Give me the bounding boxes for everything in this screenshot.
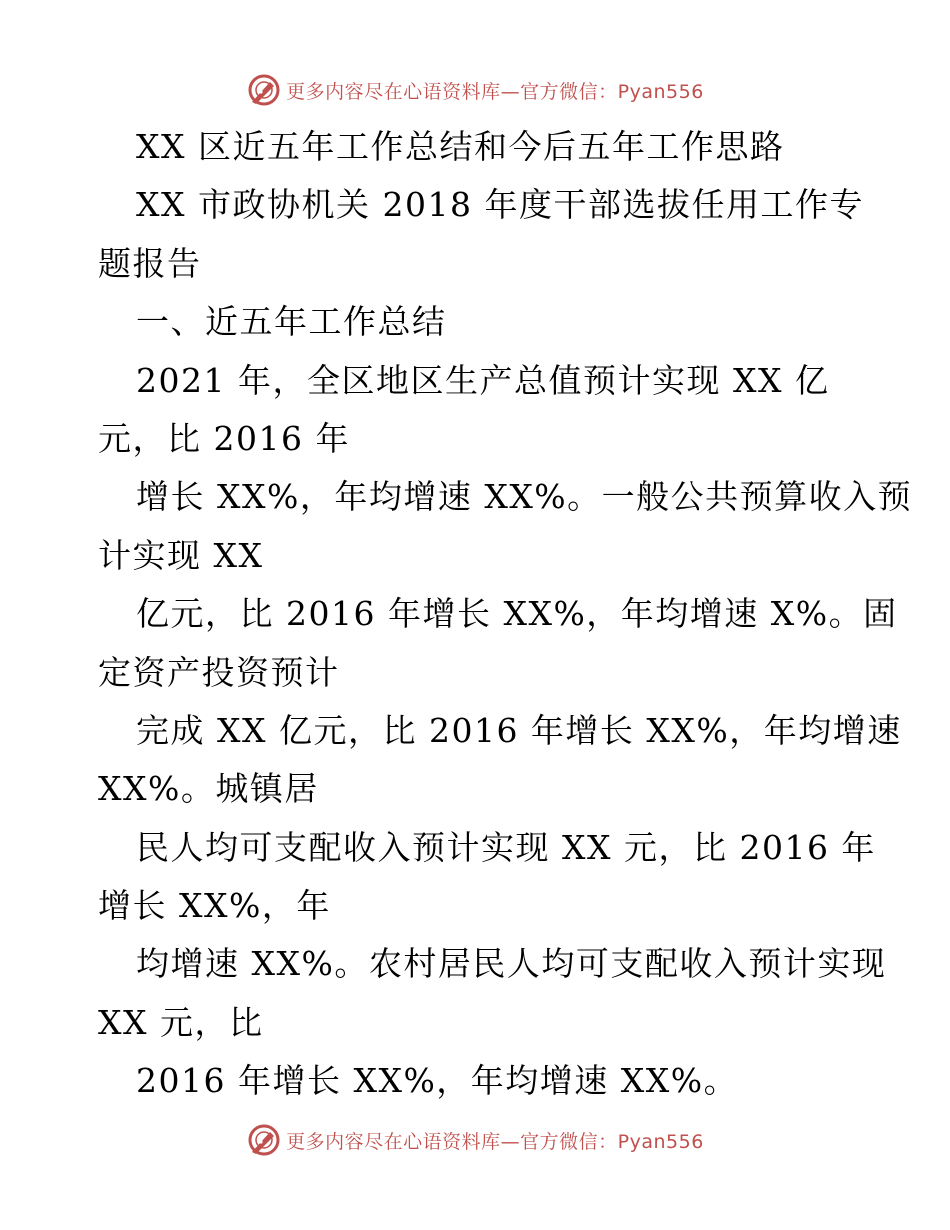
document-line: XX 元，比 <box>98 1002 264 1042</box>
document-line: 均增速 XX%。农村居民人均可支配收入预计实现 <box>136 944 887 984</box>
document-line: 题报告 <box>98 243 202 283</box>
document-line: 一、近五年工作总结 <box>136 302 447 342</box>
pen-nib-circle-icon <box>246 1122 282 1158</box>
document-line: 增长 XX%，年 <box>98 886 331 926</box>
document-line: 2016 年增长 XX%，年均增速 XX%。 <box>136 1061 739 1101</box>
document-line: 完成 XX 亿元，比 2016 年增长 XX%，年均增速 <box>136 710 902 750</box>
document-line: XX 区近五年工作总结和今后五年工作思路 <box>136 127 785 166</box>
watermark-text: 更多内容尽在心语资料库—官方微信：Pyan556 <box>286 1130 704 1153</box>
document-line: 增长 XX%，年均增速 XX%。一般公共预算收入预 <box>136 477 913 517</box>
document-line: 亿元，比 2016 年增长 XX%，年均增速 X%。固 <box>136 594 898 634</box>
header-watermark <box>0 70 950 110</box>
document-line: 定资产投资预计 <box>98 652 340 692</box>
document-line: 2021 年，全区地区生产总值预计实现 XX 亿 <box>136 360 830 400</box>
document-body <box>98 118 913 1111</box>
document-line: 元，比 2016 年 <box>98 418 350 458</box>
document-line: 民人均可支配收入预计实现 XX 元，比 2016 年 <box>136 827 876 867</box>
document-line: XX%。城镇居 <box>98 769 319 809</box>
watermark-text: 更多内容尽在心语资料库—官方微信：Pyan556 <box>286 80 704 103</box>
document-line: XX 市政协机关 2018 年度干部选拔任用工作专 <box>136 185 864 225</box>
pen-nib-circle-icon <box>246 72 282 108</box>
document-line: 计实现 XX <box>98 535 264 575</box>
footer-watermark <box>0 1120 950 1160</box>
